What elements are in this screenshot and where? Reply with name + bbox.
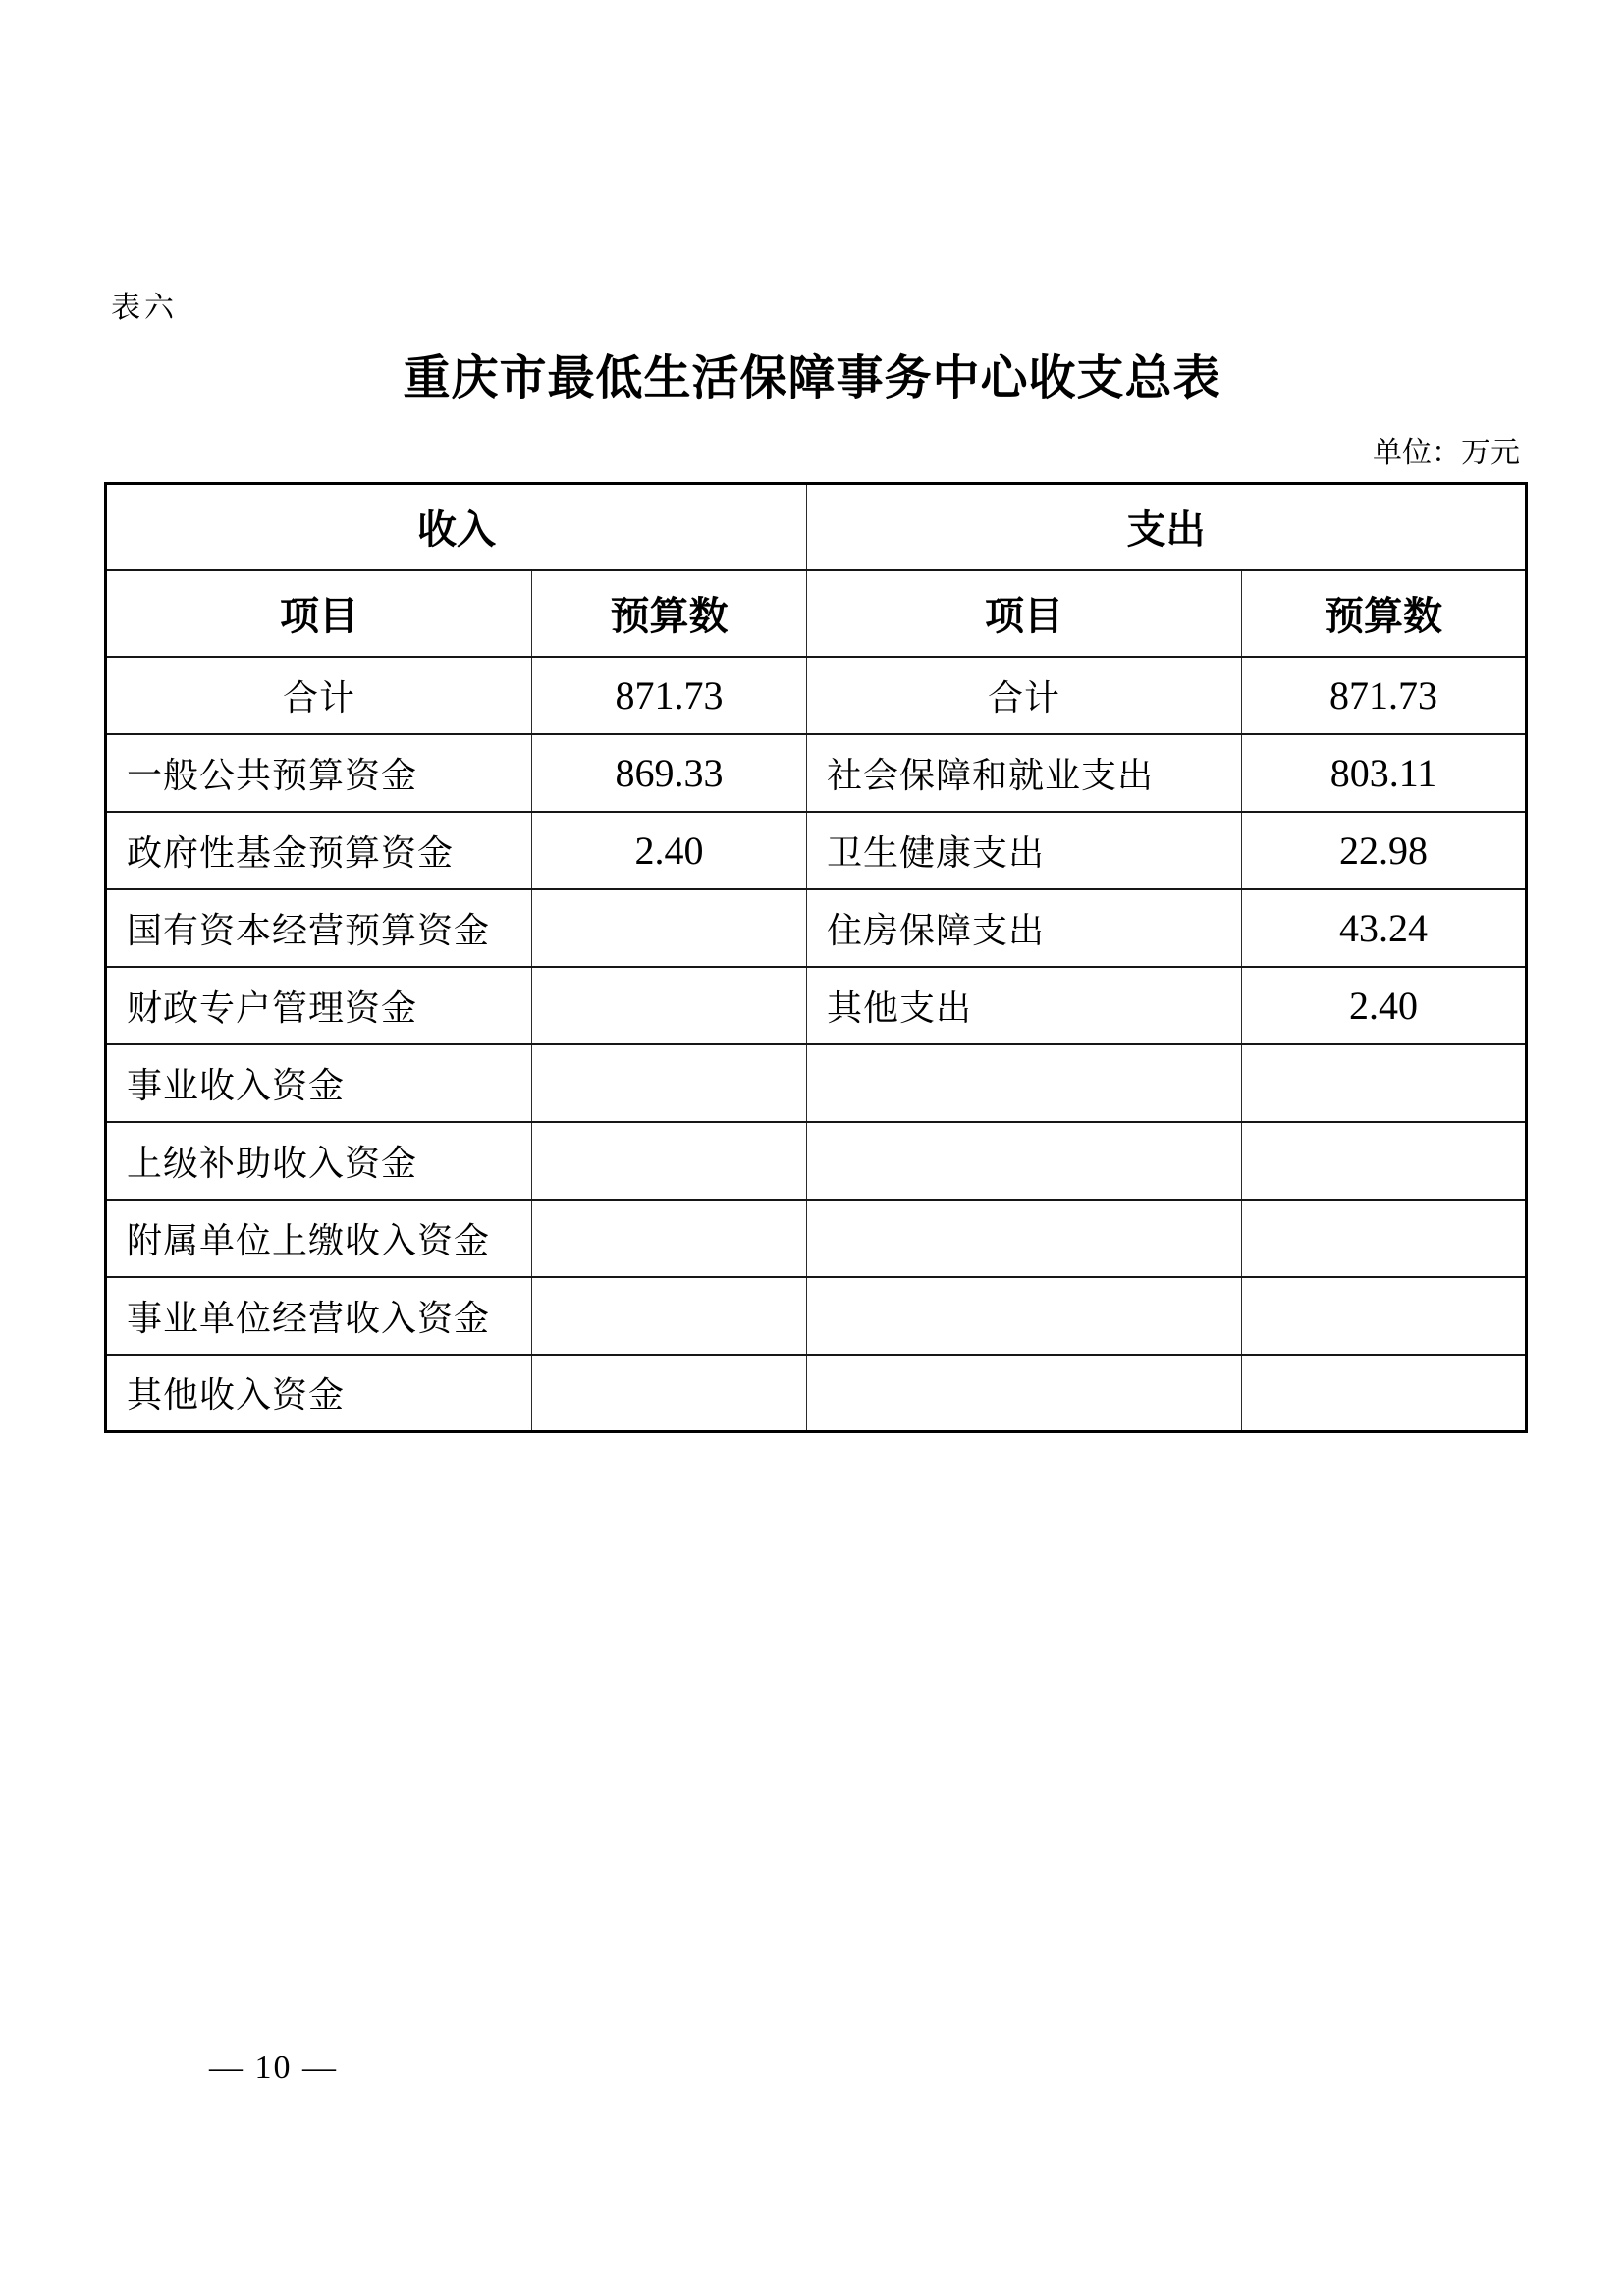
income-budget-cell: 871.73 [532,657,807,734]
income-expense-table [104,482,1528,1433]
income-item-cell: 其他收入资金 [106,1355,532,1432]
table-number-label: 表六 [111,292,178,324]
expense-item-header: 项目 [807,570,1242,657]
income-budget-cell [532,889,807,967]
income-item-cell: 合计 [106,657,532,734]
table-row [106,1277,1527,1355]
expense-item-cell: 其他支出 [807,967,1242,1044]
page-title: 重庆市最低生活保障事务中心收支总表 [403,352,1221,404]
table-row [106,1122,1527,1200]
expense-budget-cell [1242,1277,1527,1355]
expense-item-cell: 住房保障支出 [807,889,1242,967]
expense-budget-cell [1242,1122,1527,1200]
expense-budget-header: 预算数 [1242,570,1527,657]
expense-group-header: 支出 [807,484,1527,570]
income-item-cell: 一般公共预算资金 [106,734,532,812]
income-budget-cell: 869.33 [532,734,807,812]
income-group-header: 收入 [106,484,807,570]
table-row [106,1200,1527,1277]
expense-item-cell [807,1122,1242,1200]
expense-item-cell [807,1355,1242,1432]
income-item-cell: 国有资本经营预算资金 [106,889,532,967]
expense-item-cell: 卫生健康支出 [807,812,1242,889]
income-budget-cell [532,1044,807,1122]
income-item-cell: 上级补助收入资金 [106,1122,532,1200]
expense-budget-cell: 803.11 [1242,734,1527,812]
expense-item-cell [807,1200,1242,1277]
table-row [106,734,1527,812]
income-item-cell: 政府性基金预算资金 [106,812,532,889]
table-row [106,1044,1527,1122]
income-budget-cell: 2.40 [532,812,807,889]
income-budget-header: 预算数 [532,570,807,657]
expense-item-cell: 社会保障和就业支出 [807,734,1242,812]
income-budget-cell [532,1122,807,1200]
expense-budget-cell [1242,1044,1527,1122]
income-item-cell: 财政专户管理资金 [106,967,532,1044]
group-header-row [106,484,1527,570]
expense-item-cell [807,1277,1242,1355]
expense-budget-cell [1242,1200,1527,1277]
expense-budget-cell: 871.73 [1242,657,1527,734]
income-budget-cell [532,1277,807,1355]
income-item-cell: 事业单位经营收入资金 [106,1277,532,1355]
expense-item-cell: 合计 [807,657,1242,734]
table-row [106,1355,1527,1432]
unit-note: 单位：万元 [1373,437,1520,469]
table-row-total [106,657,1527,734]
column-header-row [106,570,1527,657]
expense-budget-cell: 22.98 [1242,812,1527,889]
table-row [106,812,1527,889]
table-row [106,889,1527,967]
table-row [106,967,1527,1044]
income-item-cell: 事业收入资金 [106,1044,532,1122]
income-budget-cell [532,967,807,1044]
income-budget-cell [532,1355,807,1432]
expense-budget-cell: 43.24 [1242,889,1527,967]
expense-item-cell [807,1044,1242,1122]
expense-budget-cell [1242,1355,1527,1432]
income-budget-cell [532,1200,807,1277]
expense-budget-cell: 2.40 [1242,967,1527,1044]
income-item-header: 项目 [106,570,532,657]
income-item-cell: 附属单位上缴收入资金 [106,1200,532,1277]
page-number: — 10 — [209,2050,338,2086]
